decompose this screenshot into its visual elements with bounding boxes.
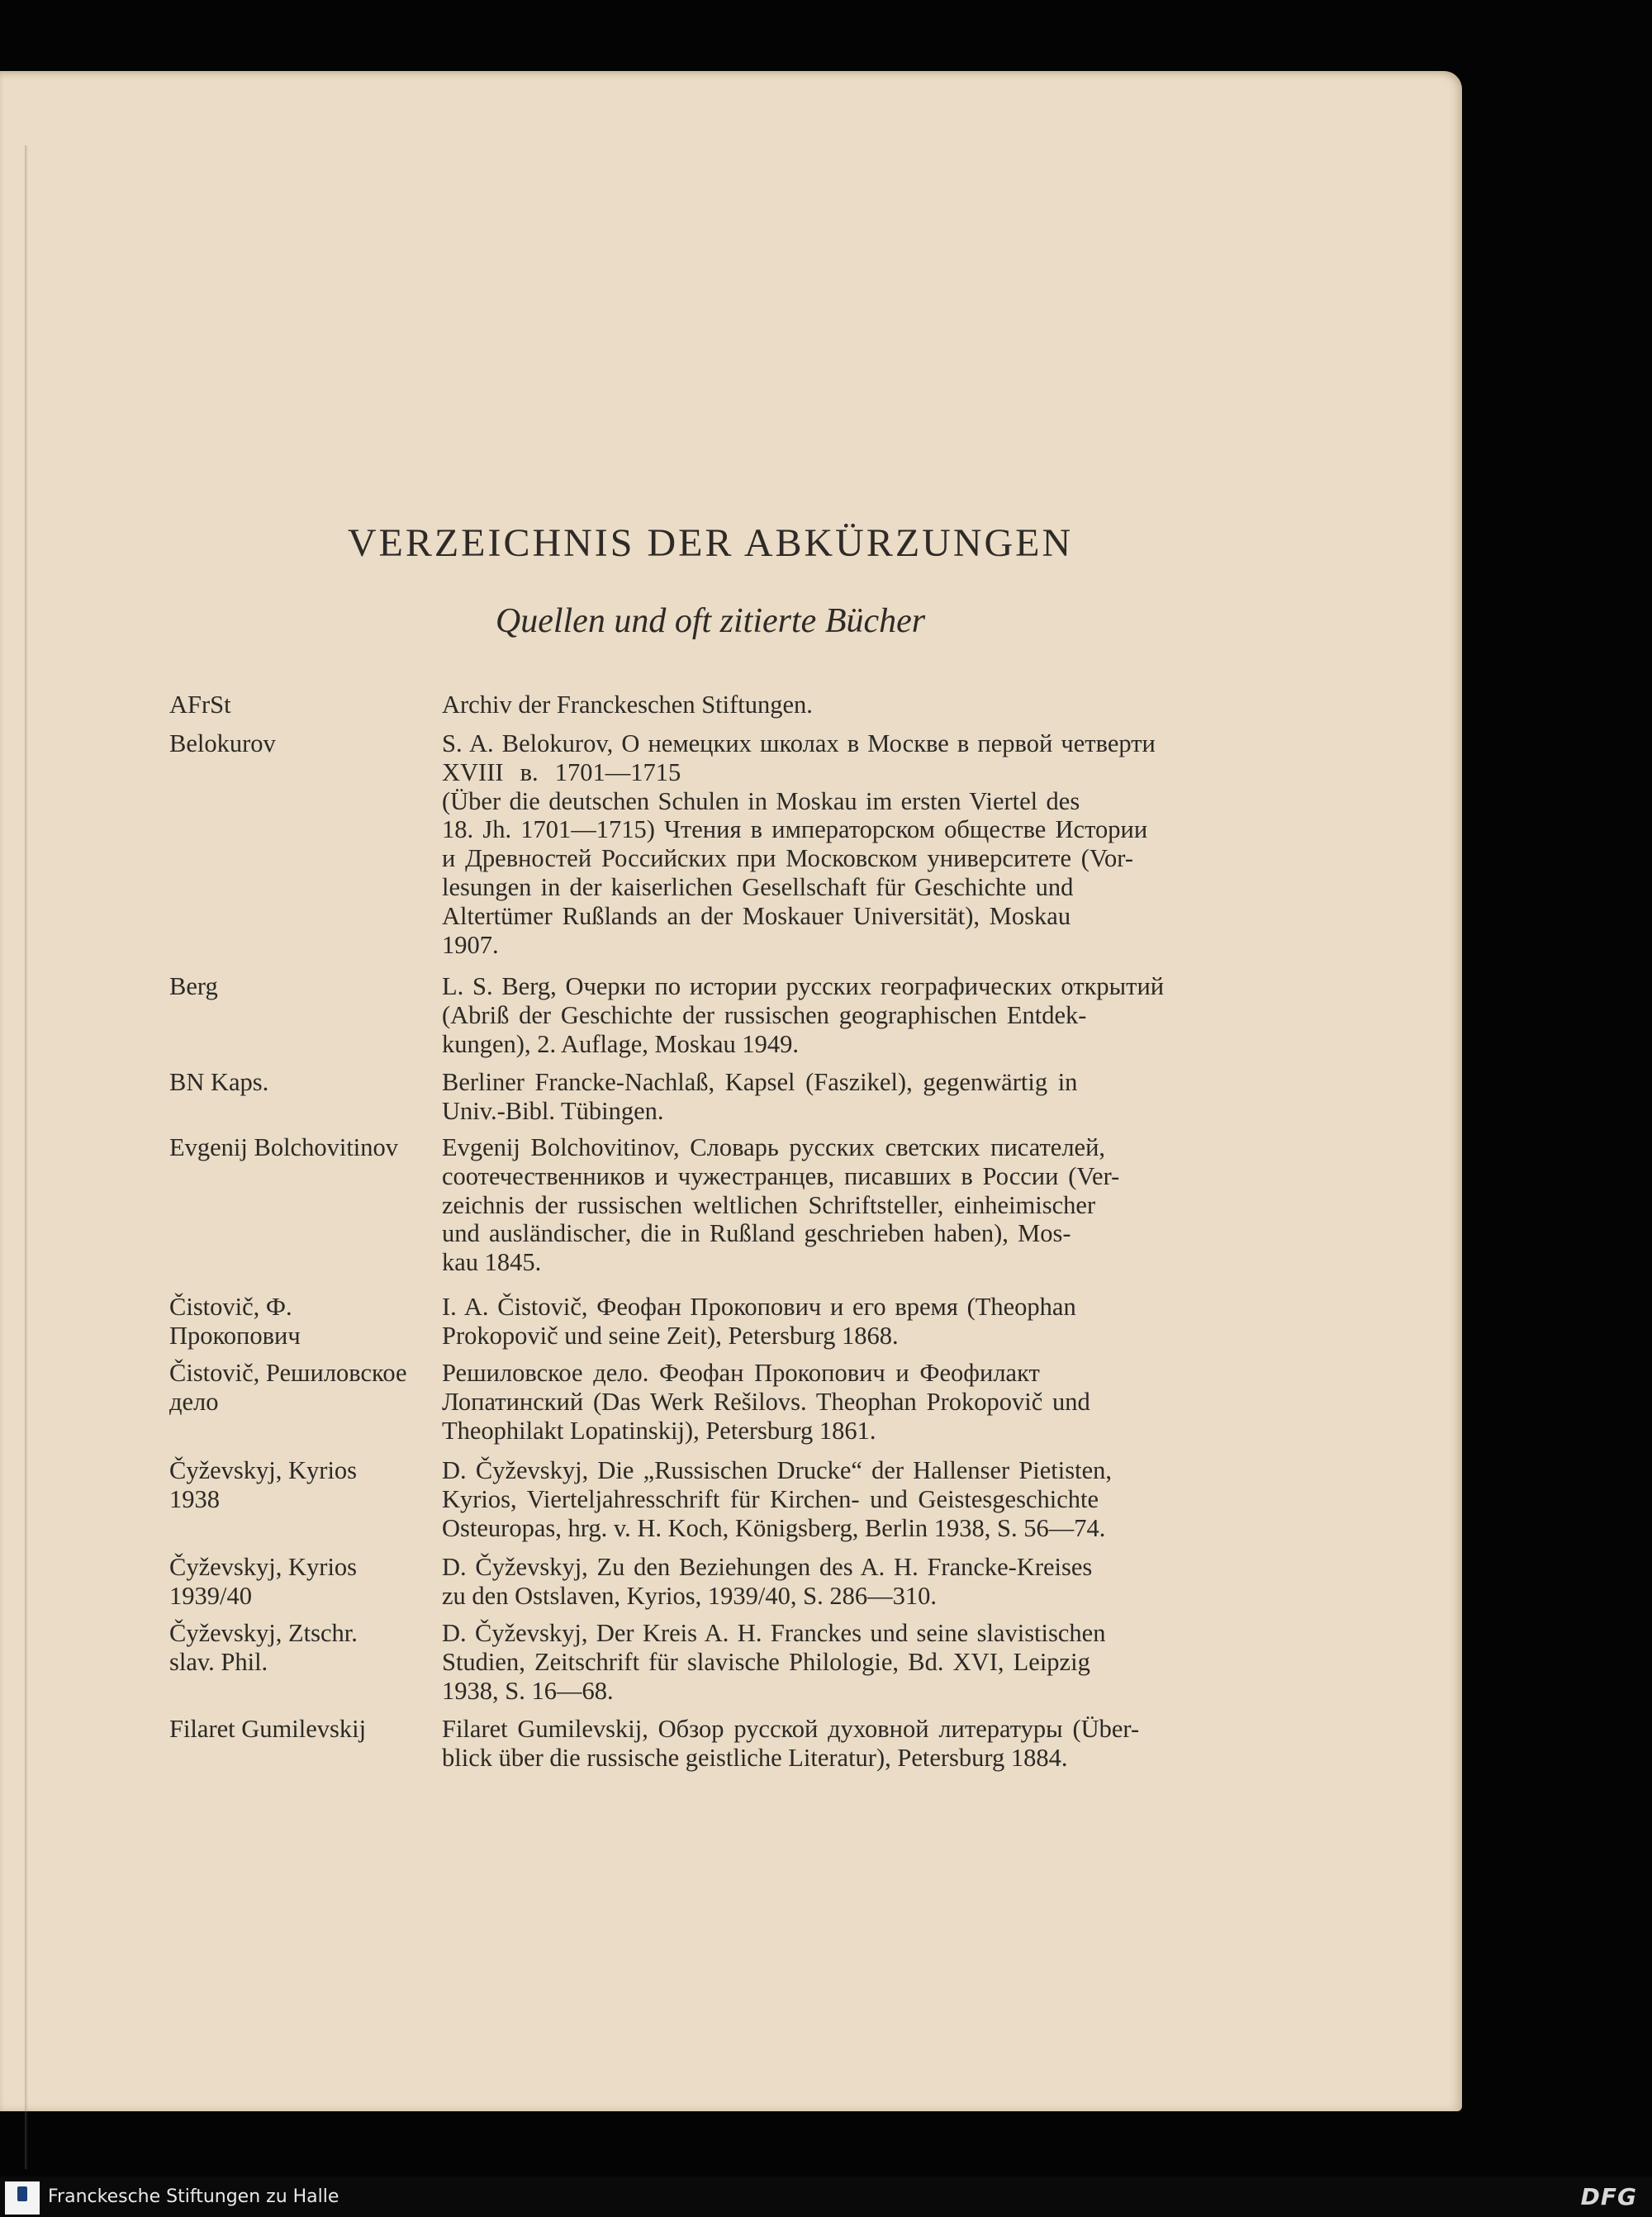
abbreviation-entry [169, 729, 1235, 959]
abbreviation-term [169, 1619, 417, 1677]
description-line: и Древностей Российских при Московском университете (Vor- [442, 844, 1134, 873]
abbreviation-term [169, 729, 417, 758]
description-line: blick über die russische geistliche Literatur), Petersburg 1884. [442, 1743, 1068, 1772]
abbreviation-description [442, 1619, 1235, 1705]
description-line: 1938, S. 16—68. [442, 1676, 614, 1705]
abbreviation-entry [169, 1553, 1235, 1611]
description-line: Osteuropas, hrg. v. H. Koch, Königsberg, Berlin 1938, S. 56—74. [442, 1513, 1106, 1542]
abbreviation-term [169, 1553, 417, 1611]
description-line: Filaret Gumilevskij, Обзор русской духовной литературы (Über- [442, 1715, 1140, 1743]
description-line: Лопатинский (Das Werk Rešilovs. Theophan Prokopovič und [442, 1387, 1090, 1416]
abbreviation-term-line: Filaret Gumilevskij [169, 1715, 367, 1743]
description-line: L. S. Berg, Очерки по истории русских географических открытий [442, 972, 1165, 1000]
viewer-footer [0, 2177, 1652, 2217]
abbreviation-term-line: Čistovič, Решиловское [169, 1359, 407, 1387]
abbreviation-term [169, 691, 417, 719]
abbreviation-term [169, 1133, 417, 1162]
institution-logo-icon [5, 2181, 40, 2215]
abbreviation-term [169, 1293, 417, 1351]
abbreviation-term-line: AFrSt [169, 691, 231, 719]
abbreviation-description [442, 691, 1235, 719]
abbreviation-entry [169, 1359, 1235, 1445]
description-line: соотечественников и чужестранцев, писавших в России (Ver- [442, 1161, 1120, 1190]
abbreviation-term-line: Belokurov [169, 729, 276, 757]
abbreviation-term-line: Čyževskyj, Kyrios [169, 1456, 358, 1484]
description-line: Altertümer Rußlands an der Moskauer Universität), Moskau [442, 901, 1071, 930]
description-line: Univ.-Bibl. Tübingen. [442, 1096, 664, 1125]
description-line: D. Čyževskyj, Der Kreis A. H. Franckes und seine slavistischen [442, 1619, 1106, 1647]
description-line: Archiv der Franckeschen Stiftungen. [442, 691, 813, 719]
abbreviation-term-line: 1939/40 [169, 1581, 252, 1610]
abbreviation-term-line: Čyževskyj, Kyrios [169, 1553, 358, 1581]
abbreviation-term-line: Čyževskyj, Ztschr. [169, 1619, 358, 1647]
abbreviation-description [442, 1359, 1235, 1445]
abbreviation-term [169, 1359, 417, 1417]
abbreviation-description [442, 1293, 1235, 1351]
abbreviation-entry [169, 1133, 1235, 1277]
description-line: 18. Jh. 1701—1715) Чтения в императорском обществе Истории [442, 815, 1148, 844]
abbreviation-term-line: дело [169, 1387, 219, 1416]
description-line: Решиловское дело. Феофан Прокопович и Феофилакт [442, 1359, 1040, 1387]
description-line: Theophilakt Lopatinskij), Petersburg 1861. [442, 1416, 876, 1445]
abbreviation-entry [169, 1619, 1235, 1705]
description-line: zu den Ostslaven, Kyrios, 1939/40, S. 286—310. [442, 1581, 937, 1610]
abbreviation-description [442, 729, 1235, 959]
page-subtitle: Quellen und oft zitierte Bücher [495, 602, 926, 640]
description-line: 1907. [442, 930, 499, 959]
description-line: D. Čyževskyj, Die „Russischen Drucke“ der Hallenser Pietisten, [442, 1456, 1113, 1484]
description-line: D. Čyževskyj, Zu den Beziehungen des A. H. Francke-Kreises [442, 1553, 1093, 1581]
description-line: S. A. Belokurov, О немецких школах в Москве в первой четверти [442, 729, 1156, 757]
institution-name: Franckesche Stiftungen zu Halle [48, 2186, 339, 2207]
abbreviation-entry [169, 1293, 1235, 1351]
description-line: Prokopovič und seine Zeit), Petersburg 1868. [442, 1321, 899, 1350]
abbreviation-description [442, 972, 1235, 1058]
description-line: I. A. Čistovič, Феофан Прокопович и его время (Theophan [442, 1293, 1076, 1321]
abbreviation-entry [169, 691, 1235, 719]
dfg-logo: DFG [1580, 2183, 1637, 2210]
description-line: zeichnis der russischen weltlichen Schriftsteller, einheimischer [442, 1190, 1096, 1219]
abbreviation-description [442, 1068, 1235, 1126]
abbreviation-term-line: Evgenij Bolchovitinov [169, 1133, 399, 1161]
description-line: kungen), 2. Auflage, Moskau 1949. [442, 1029, 800, 1058]
abbreviation-term-line: Čistovič, Ф. Прокопович [169, 1293, 301, 1350]
description-line: lesungen in der kaiserlichen Gesellschaft für Geschichte und [442, 872, 1074, 901]
page-title: VERZEICHNIS DER ABKÜRZUNGEN [347, 521, 1074, 565]
abbreviation-description [442, 1456, 1235, 1542]
abbreviation-term-line: slav. Phil. [169, 1647, 268, 1676]
abbreviation-term-line: 1938 [169, 1484, 220, 1513]
description-line: Berliner Francke-Nachlaß, Kapsel (Faszikel), gegenwärtig in [442, 1068, 1078, 1096]
description-line: (Über die deutschen Schulen in Moskau im ersten Viertel des [442, 786, 1080, 815]
abbreviation-entry [169, 1068, 1235, 1126]
description-line: kau 1845. [442, 1248, 542, 1277]
abbreviation-term-line: Berg [169, 972, 218, 1000]
abbreviation-term [169, 1068, 417, 1097]
abbreviation-term [169, 1715, 417, 1744]
description-line: Kyrios, Vierteljahresschrift für Kirchen- und Geistesgeschichte [442, 1484, 1099, 1513]
description-line: Evgenij Bolchovitinov, Словарь русских светских писателей, [442, 1133, 1106, 1161]
abbreviation-term [169, 972, 417, 1001]
description-line: Studien, Zeitschrift für slavische Philologie, Bd. XVI, Leipzig [442, 1647, 1090, 1676]
description-line: XVIII в. 1701—1715 [442, 757, 681, 786]
abbreviation-entry [169, 1715, 1235, 1773]
description-line: und ausländischer, die in Rußland geschrieben haben), Mos- [442, 1219, 1071, 1248]
abbreviation-description [442, 1553, 1235, 1611]
abbreviation-term-line: BN Kaps. [169, 1068, 269, 1096]
abbreviation-entry [169, 1456, 1235, 1542]
abbreviation-description [442, 1133, 1235, 1277]
abbreviation-description [442, 1715, 1235, 1773]
description-line: (Abriß der Geschichte der russischen geographischen Entdek- [442, 1000, 1087, 1029]
abbreviation-term [169, 1456, 417, 1514]
abbreviation-entry [169, 972, 1235, 1058]
